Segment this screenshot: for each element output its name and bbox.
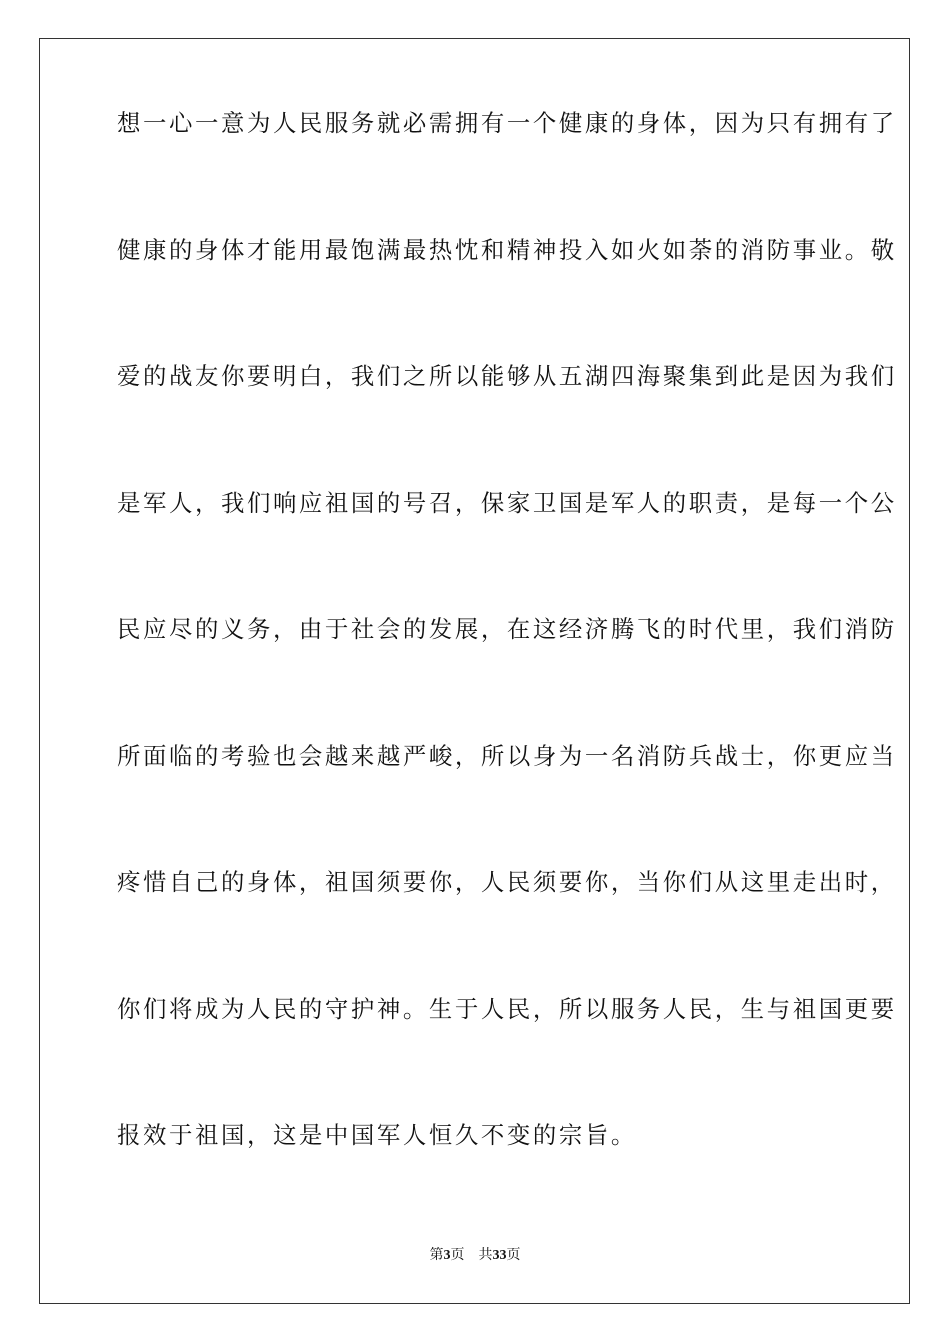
paragraph-line [117,488,897,566]
page-footer [0,1244,950,1264]
paragraph-line-text: 报效于祖国，这是中国军人恒久不变的宗旨。 [117,1121,637,1149]
paragraph-line-text: 爱的战友你要明白，我们之所以能够从五湖四海聚集到此是因为我们 [117,362,897,390]
paragraph-line [117,994,897,1072]
page-number: 3 [443,1248,451,1263]
total-prefix: 共 [478,1247,493,1263]
paragraph-line [117,741,897,819]
total-pages: 33 [492,1248,507,1263]
paragraph-line-text: 民应尽的义务，由于社会的发展，在这经济腾飞的时代里，我们消防 [117,615,897,643]
paragraph-line-text: 想一心一意为人民服务就必需拥有一个健康的身体，因为只有拥有了 [117,109,897,137]
page-prefix: 第 [429,1247,444,1263]
paragraph-line [117,868,897,945]
body-paragraph [117,109,897,1262]
paragraph-line-text: 健康的身体才能用最饱满最热忱和精神投入如火如荼的消防事业。敬 [117,235,897,264]
paragraph-line [117,362,897,439]
total-suffix: 页 [506,1247,521,1263]
paragraph-line-text: 疼惜自己的身体，祖国须要你，人民须要你，当你们从这里走出时， [117,868,897,896]
paragraph-line-text: 所面临的考验也会越来越严峻，所以身为一名消防兵战士，你更应当 [117,741,897,770]
paragraph-line [117,615,897,692]
page-suffix: 页 [450,1247,465,1263]
paragraph-line [117,109,897,186]
paragraph-line-text: 是军人，我们响应祖国的号召，保家卫国是军人的职责，是每一个公 [117,488,897,517]
paragraph-line [117,235,897,313]
paragraph-line-text: 你们将成为人民的守护神。生于人民，所以服务人民，生与祖国更要 [117,994,897,1023]
paragraph-line [117,1121,837,1198]
